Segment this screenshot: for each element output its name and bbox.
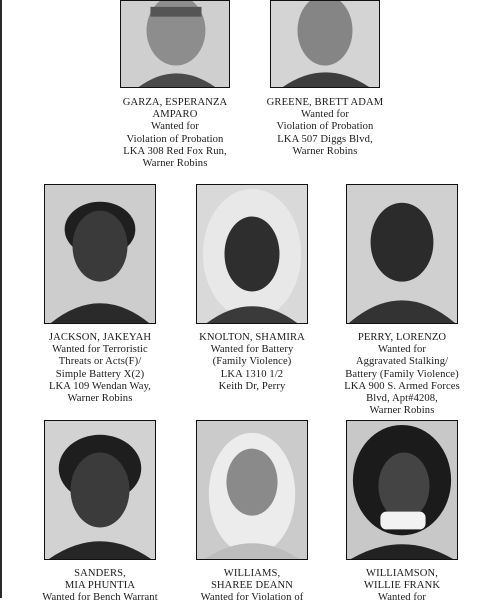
entry-detail: Warner Robins <box>142 158 208 170</box>
entry-name: GREENE, BRETT ADAM <box>266 97 384 108</box>
entry-detail: Warner Robins <box>369 405 435 417</box>
mugshot-photo <box>196 184 308 324</box>
entry-detail: (Family Violence) <box>212 356 292 368</box>
entry-detail: Wanted for Bench Warrant <box>42 592 158 604</box>
entry-detail: Violation of Probation <box>126 133 224 145</box>
entry-caption <box>322 332 482 417</box>
entry-detail: Battery (Family Violence) <box>345 368 459 380</box>
entry-detail: Wanted for <box>377 344 427 356</box>
mugshot-photo <box>346 184 458 324</box>
entry-detail: Wanted for Terroristic <box>52 344 148 356</box>
entry-name: PERRY, LORENZO <box>357 332 447 343</box>
entry-name: GARZA, ESPERANZA <box>122 97 228 108</box>
entry-name: MIA PHUNTIA <box>64 580 136 592</box>
mugshot-photo <box>346 420 458 560</box>
entry-detail: Keith Dr, Perry <box>218 380 286 392</box>
entry-name: SANDERS, <box>74 568 126 579</box>
entry-caption <box>322 568 482 605</box>
mugshot-photo <box>120 0 230 88</box>
entry-detail: Violation of Probation <box>276 121 374 133</box>
mugshot-photo <box>44 184 156 324</box>
mugshot-photo <box>196 420 308 560</box>
entry-detail: Warner Robins <box>292 145 358 157</box>
entry-caption <box>245 97 405 158</box>
entry-detail: Blvd, Apt#4208, <box>366 393 438 405</box>
entry-caption <box>172 568 332 605</box>
entry-name: SHAREE DEANN <box>210 580 294 592</box>
entry-name: WILLIE FRANK <box>363 580 441 592</box>
mugshot-photo <box>270 0 380 88</box>
entry-detail: Wanted for <box>377 592 427 604</box>
entry-name: KNOLTON, SHAMIRA <box>199 332 305 343</box>
entry-name: JACKSON, JAKEYAH <box>48 332 152 343</box>
entry-caption <box>20 568 180 605</box>
entry-detail: LKA 1310 1/2 <box>220 368 284 380</box>
entry-detail: Warner Robins <box>67 393 133 405</box>
entry-detail: Wanted for Battery <box>210 344 294 356</box>
entry-detail: LKA 900 S. Armed Forces <box>344 380 460 392</box>
entry-detail: Wanted for <box>300 109 350 121</box>
entry-caption <box>172 332 332 393</box>
entry-name: WILLIAMSON, <box>365 568 438 579</box>
entry-caption <box>20 332 180 405</box>
entry-detail: LKA 507 Diggs Blvd, <box>277 133 373 145</box>
mugshot-photo <box>44 420 156 560</box>
entry-detail: Threats or Acts(F)/ <box>58 356 142 368</box>
entry-detail: Simple Battery X(2) <box>55 368 145 380</box>
entry-detail: Aggravated Stalking/ <box>355 356 449 368</box>
entry-name: AMPARO <box>152 109 198 121</box>
entry-name: WILLIAMS, <box>223 568 281 579</box>
entry-detail: Wanted for <box>150 121 200 133</box>
entry-detail: LKA 109 Wendan Way, <box>48 380 152 392</box>
entry-detail: Wanted for Violation of <box>200 592 304 604</box>
entry-detail: LKA 308 Red Fox Run, <box>123 145 227 157</box>
entry-caption <box>95 97 255 170</box>
